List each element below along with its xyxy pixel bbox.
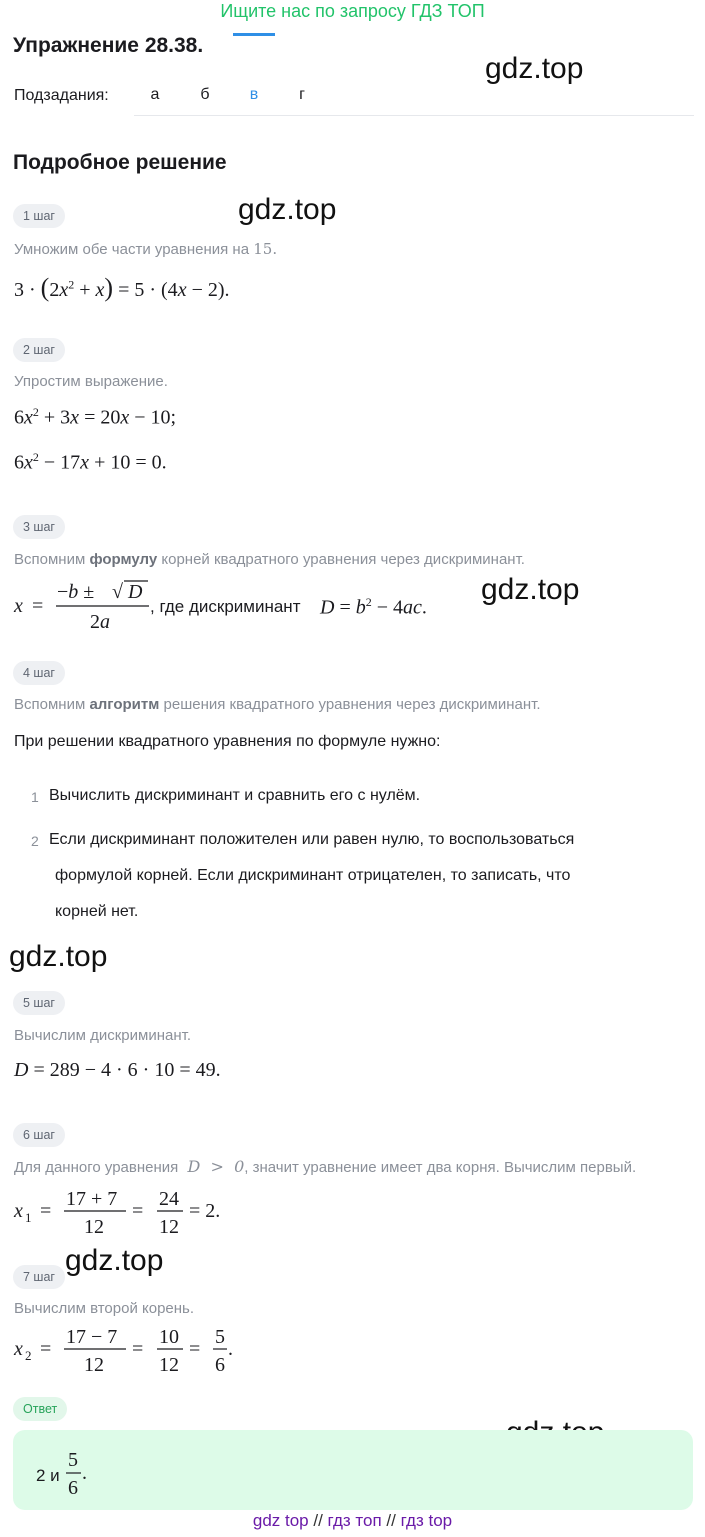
svg-text:√: √: [112, 581, 123, 603]
answer-fraction: [64, 1446, 94, 1500]
quadratic-formula: [12, 576, 152, 634]
desc-bold-term: алгоритм: [89, 696, 160, 713]
root-two-formula: [12, 1319, 252, 1377]
svg-text:x: x: [14, 595, 23, 617]
step-badge: 4 шаг: [13, 661, 65, 685]
step-formula: $3 \cdot (2x^2 + x) = 5 \cdot (4x - 2)$.: [14, 273, 230, 302]
desc-bold-term: формулу: [89, 551, 158, 568]
svg-text:12: 12: [84, 1216, 104, 1238]
footer-link[interactable]: гдз top: [400, 1511, 453, 1530]
watermark: gdz.top: [481, 573, 580, 606]
desc-text: Для данного уравнения: [14, 1159, 179, 1176]
discriminant-formula: $D = b^2 - 4ac$.: [320, 595, 427, 619]
page-title: Упражнение 28.38.: [13, 34, 204, 57]
footer-links: [0, 1511, 705, 1531]
step-formula: $6x^2 - 17x + 10 = 0$.: [14, 450, 167, 474]
svg-text:x: x: [14, 1338, 23, 1360]
svg-text:.: .: [228, 1338, 233, 1360]
svg-text:2a: 2a: [90, 611, 110, 633]
step-description-value: 15.: [253, 240, 278, 258]
subtask-tab-a[interactable]: а: [150, 86, 160, 103]
desc-text: Вспомним: [14, 696, 86, 713]
watermark: gdz.top: [485, 52, 584, 85]
footer-link[interactable]: гдз топ: [327, 1511, 382, 1530]
step-description-text: Умножим обе части уравнения на: [14, 241, 250, 258]
step-badge: 3 шаг: [13, 515, 65, 539]
root-one-formula: [12, 1181, 242, 1239]
footer-link[interactable]: gdz top: [252, 1511, 309, 1530]
step-description: [14, 551, 525, 568]
answer-box: [13, 1430, 693, 1510]
svg-text:=: =: [32, 595, 44, 617]
watermark: gdz.top: [238, 193, 337, 226]
svg-text:D: D: [128, 581, 143, 603]
svg-text:12: 12: [159, 1354, 179, 1376]
step-description: Упростим выражение.: [14, 373, 168, 390]
svg-text:17 + 7: 17 + 7: [66, 1188, 118, 1210]
svg-text:−b ±: −b ±: [57, 581, 95, 603]
list-number: 2: [31, 833, 39, 849]
list-item-text: Если дискриминант положителен или равен нулю, то воспользоваться: [49, 831, 575, 848]
desc-text: решения квадратного уравнения через дискриминант.: [163, 696, 541, 713]
step-description: [14, 696, 541, 713]
step-badge: 1 шаг: [13, 204, 65, 228]
solution-heading: Подробное решение: [13, 151, 227, 174]
svg-text:.: .: [82, 1462, 87, 1484]
step-badge: 7 шаг: [13, 1265, 65, 1289]
list-number: 1: [31, 789, 39, 805]
algorithm-intro: При решении квадратного уравнения по формуле нужно:: [14, 733, 441, 750]
desc-text: Вспомним: [14, 551, 86, 568]
step-formula: D = 289 − 4 · 6 · 10 = 49.: [14, 1059, 221, 1081]
step-description: Вычислим дискриминант.: [14, 1027, 191, 1044]
svg-text:6: 6: [215, 1354, 225, 1376]
desc-text: корней квадратного уравнения через дискриминант.: [161, 551, 525, 568]
svg-text:= 2.: = 2.: [189, 1200, 221, 1222]
svg-text:=: =: [40, 1200, 52, 1222]
svg-text:x: x: [14, 1200, 23, 1222]
desc-text: , значит уравнение имеет два корня. Вычислим первый.: [244, 1159, 637, 1176]
svg-text:24: 24: [159, 1188, 179, 1210]
svg-text:10: 10: [159, 1326, 179, 1348]
footer-separator: //: [313, 1511, 323, 1530]
subtask-tab-b[interactable]: б: [200, 86, 210, 103]
svg-text:=: =: [132, 1338, 144, 1360]
svg-text:6: 6: [68, 1477, 78, 1499]
step-badge: 6 шаг: [13, 1123, 65, 1147]
subtasks-tabs: [134, 80, 694, 116]
promo-banner[interactable]: Ищите нас по запросу ГДЗ ТОП: [220, 1, 485, 21]
list-item-text: корней нет.: [55, 903, 139, 920]
step-description: [14, 1157, 636, 1176]
svg-text:12: 12: [84, 1354, 104, 1376]
step-badge: 5 шаг: [13, 991, 65, 1015]
list-item-text: формулой корней. Если дискриминант отрицателен, то записать, что: [55, 867, 571, 884]
svg-text:5: 5: [215, 1326, 225, 1348]
answer-prefix: 2 и: [36, 1466, 60, 1485]
desc-math: D > 0: [182, 1157, 245, 1176]
list-item-text: Вычислить дискриминант и сравнить его с нулём.: [49, 787, 421, 804]
subtasks-label: Подзадания:: [14, 87, 109, 104]
svg-text:=: =: [40, 1338, 52, 1360]
svg-text:=: =: [189, 1338, 201, 1360]
watermark: gdz.top: [9, 940, 108, 973]
svg-text:1: 1: [25, 1210, 32, 1225]
svg-text:17 − 7: 17 − 7: [66, 1326, 118, 1348]
svg-text:12: 12: [159, 1216, 179, 1238]
step-formula: $6x^2 + 3x = 20x - 10$;: [14, 405, 177, 429]
footer-separator: //: [386, 1511, 396, 1530]
formula-caption: , где дискриминант: [150, 597, 301, 616]
svg-text:5: 5: [68, 1449, 78, 1471]
svg-text:2: 2: [25, 1348, 32, 1363]
subtask-tab-v[interactable]: в: [249, 86, 259, 103]
active-tab-indicator: [233, 33, 275, 36]
watermark: gdz.top: [65, 1244, 164, 1277]
svg-text:=: =: [132, 1200, 144, 1222]
answer-badge: Ответ: [13, 1397, 67, 1421]
step-badge: 2 шаг: [13, 338, 65, 362]
step-description: [14, 240, 277, 258]
step-description: Вычислим второй корень.: [14, 1300, 195, 1317]
subtask-tab-g[interactable]: г: [299, 86, 305, 103]
